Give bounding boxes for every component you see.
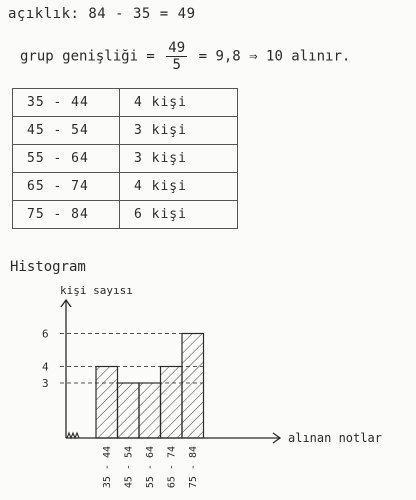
interval-cell: 75 - 84: [13, 201, 120, 229]
count-cell: 3 kişi: [120, 117, 238, 145]
histogram-chart: [0, 278, 416, 500]
fraction-numerator: 49: [168, 40, 186, 56]
count-cell: 3 kişi: [120, 145, 238, 173]
histogram-bar: [161, 367, 183, 439]
group-width-fraction: [166, 40, 187, 73]
x-tick-label: 75 - 84: [187, 446, 199, 489]
group-width-formula: [20, 40, 350, 73]
interval-cell: 45 - 54: [13, 117, 120, 145]
frequency-table: [12, 88, 238, 229]
interval-cell: 65 - 74: [13, 173, 120, 201]
y-tick-label: 4: [42, 360, 49, 374]
table-row: [13, 173, 238, 201]
count-cell: 4 kişi: [120, 173, 238, 201]
interval-cell: 35 - 44: [13, 89, 120, 117]
table-row: [13, 89, 238, 117]
table-row: [13, 117, 238, 145]
y-axis-label: kişi sayısı: [60, 284, 133, 297]
table-row: [13, 201, 238, 229]
chart-title: Histogram: [10, 259, 86, 275]
group-width-result: = 9,8 ⇒ 10 alınır.: [198, 48, 351, 65]
histogram-bar: [118, 383, 140, 438]
histogram-bar: [96, 367, 118, 439]
x-tick-label: 65 - 74: [166, 446, 178, 489]
histogram-bar: [139, 383, 161, 438]
x-tick-label: 35 - 44: [101, 446, 113, 489]
x-axis-label: alınan notlar: [288, 431, 382, 445]
group-width-label: grup genişliği =: [20, 48, 155, 65]
axis-break-mark: [67, 433, 79, 438]
y-tick-label: 3: [42, 377, 49, 390]
y-tick-label: 6: [42, 327, 49, 341]
x-tick-label: 45 - 54: [123, 446, 135, 489]
interval-cell: 55 - 64: [13, 145, 120, 173]
fraction-denominator: 5: [172, 57, 181, 73]
count-cell: 6 kişi: [120, 201, 238, 229]
x-tick-label: 55 - 64: [144, 446, 156, 489]
table-row: [13, 145, 238, 173]
histogram-bar: [182, 334, 204, 439]
range-formula: açıklık: 84 - 35 = 49: [8, 6, 196, 22]
count-cell: 4 kişi: [120, 89, 238, 117]
